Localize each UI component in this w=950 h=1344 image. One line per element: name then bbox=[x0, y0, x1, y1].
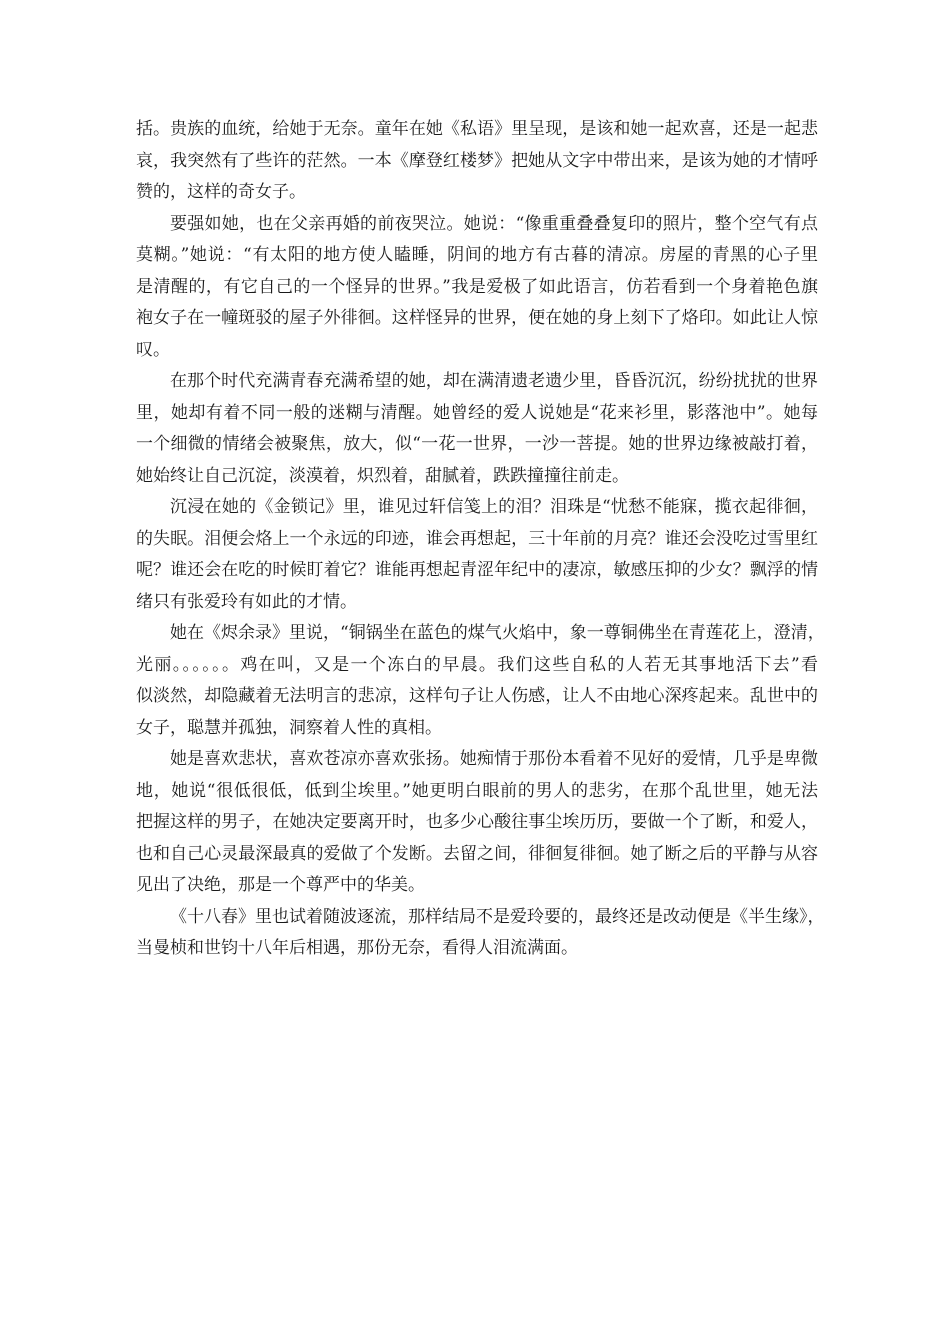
paragraph bbox=[136, 209, 818, 367]
text-line: 要强如她，也在父亲再婚的前夜哭泣。她说：“像重重叠叠复印的照片，整个空气有点 bbox=[170, 213, 818, 234]
text-line: 似淡然，却隐藏着无法明言的悲凉，这样句子让人伤感，让人不由地心深疼起来。乱世中的 bbox=[136, 686, 818, 706]
text-line: 叹。 bbox=[136, 339, 170, 360]
text-line: 《十八春》里也试着随波逐流，那样结局不是爱玲要的，最终还是改动便是《半生缘》， bbox=[170, 906, 825, 927]
text-line: 括。贵族的血统，给她于无奈。童年在她《私语》里呈现，是该和她一起欢喜，还是一起悲 bbox=[136, 119, 818, 139]
text-line: 里，她却有着不同一般的迷糊与清醒。她曾经的爱人说她是“花来衫里，影落池中”。她每 bbox=[136, 402, 818, 423]
text-line: 把握这样的男子，在她决定要离开时，也多少心酸往事尘埃历历，要做一个了断，和爱人， bbox=[136, 812, 818, 832]
text-line: 莫糊。”她说：“有太阳的地方使人瞌睡，阴间的地方有古暮的清凉。房屋的青黑的心子里 bbox=[136, 245, 818, 265]
text-line: 哀，我突然有了些许的茫然。一本《摩登红楼梦》把她从文字中带出来，是该为她的才情呼 bbox=[136, 150, 818, 171]
text-line: 在那个时代充满青春充满希望的她，却在满清遗老遗少里，昏昏沉沉，纷纷扰扰的世界 bbox=[170, 371, 818, 391]
text-line: 袍女子在一幢斑驳的屋子外徘徊。这样怪异的世界，便在她的身上刻下了烙印。如此让人惊 bbox=[136, 308, 818, 328]
text-line: 沉浸在她的《金锁记》里，谁见过轩信笺上的泪？泪珠是“忧愁不能寐，揽衣起徘徊， bbox=[170, 497, 818, 517]
text-line: 是清醒的，有它自己的一个怪异的世界。”我是爱极了如此语言，仿若看到一个身着艳色旗 bbox=[136, 276, 818, 297]
text-line: 的失眠。泪便会烙上一个永远的印迹，谁会再想起，三十年前的月亮？谁还会没吃过雪里红 bbox=[136, 528, 818, 549]
text-line: 绪只有张爱玲有如此的才情。 bbox=[136, 591, 357, 612]
text-line: 当曼桢和世钧十八年后相遇，那份无奈，看得人泪流满面。 bbox=[136, 938, 578, 958]
text-line: 见出了决绝，那是一个尊严中的华美。 bbox=[136, 875, 425, 895]
text-line: 她是喜欢悲状，喜欢苍凉亦喜欢张扬。她痴情于那份本看着不见好的爱情，几乎是卑微 bbox=[170, 749, 818, 769]
text-line: 也和自己心灵最深最真的爱做了个发断。去留之间，徘徊复徘徊。她了断之后的平静与从容 bbox=[136, 843, 818, 864]
text-line: 一个细微的情绪会被聚焦，放大，似“一花一世界，一沙一菩提。她的世界边缘被敲打着， bbox=[136, 434, 818, 454]
text-line: 女子，聪慧并孤独，洞察着人性的真相。 bbox=[136, 717, 442, 738]
paragraph bbox=[136, 902, 825, 965]
paragraph bbox=[136, 492, 818, 618]
paragraph bbox=[136, 366, 818, 492]
paragraph bbox=[136, 114, 818, 209]
text-line: 她在《烬余录》里说，“铜锅坐在蓝色的煤气火焰中，象一尊铜佛坐在青莲花上，澄清， bbox=[170, 623, 825, 643]
paragraph bbox=[136, 744, 818, 902]
text-line: 赞的，这样的奇女子。 bbox=[136, 182, 306, 202]
text-line: 光丽。。。。。。鸡在叫，又是一个冻白的早晨。我们这些自私的人若无其事地活下去”看 bbox=[136, 654, 818, 675]
text-line: 呢？谁还会在吃的时候盯着它？谁能再想起青涩年纪中的凄凉，敏感压抑的少女？飘浮的情 bbox=[136, 560, 818, 580]
text-line: 地，她说“很低很低，低到尘埃里。”她更明白眼前的男人的悲劣，在那个乱世里，她无法 bbox=[136, 780, 818, 801]
text-line: 她始终让自己沉淀，淡漠着，炽烈着，甜腻着，跌跌撞撞往前走。 bbox=[136, 465, 629, 486]
document-page bbox=[136, 114, 825, 965]
paragraph bbox=[136, 618, 825, 744]
